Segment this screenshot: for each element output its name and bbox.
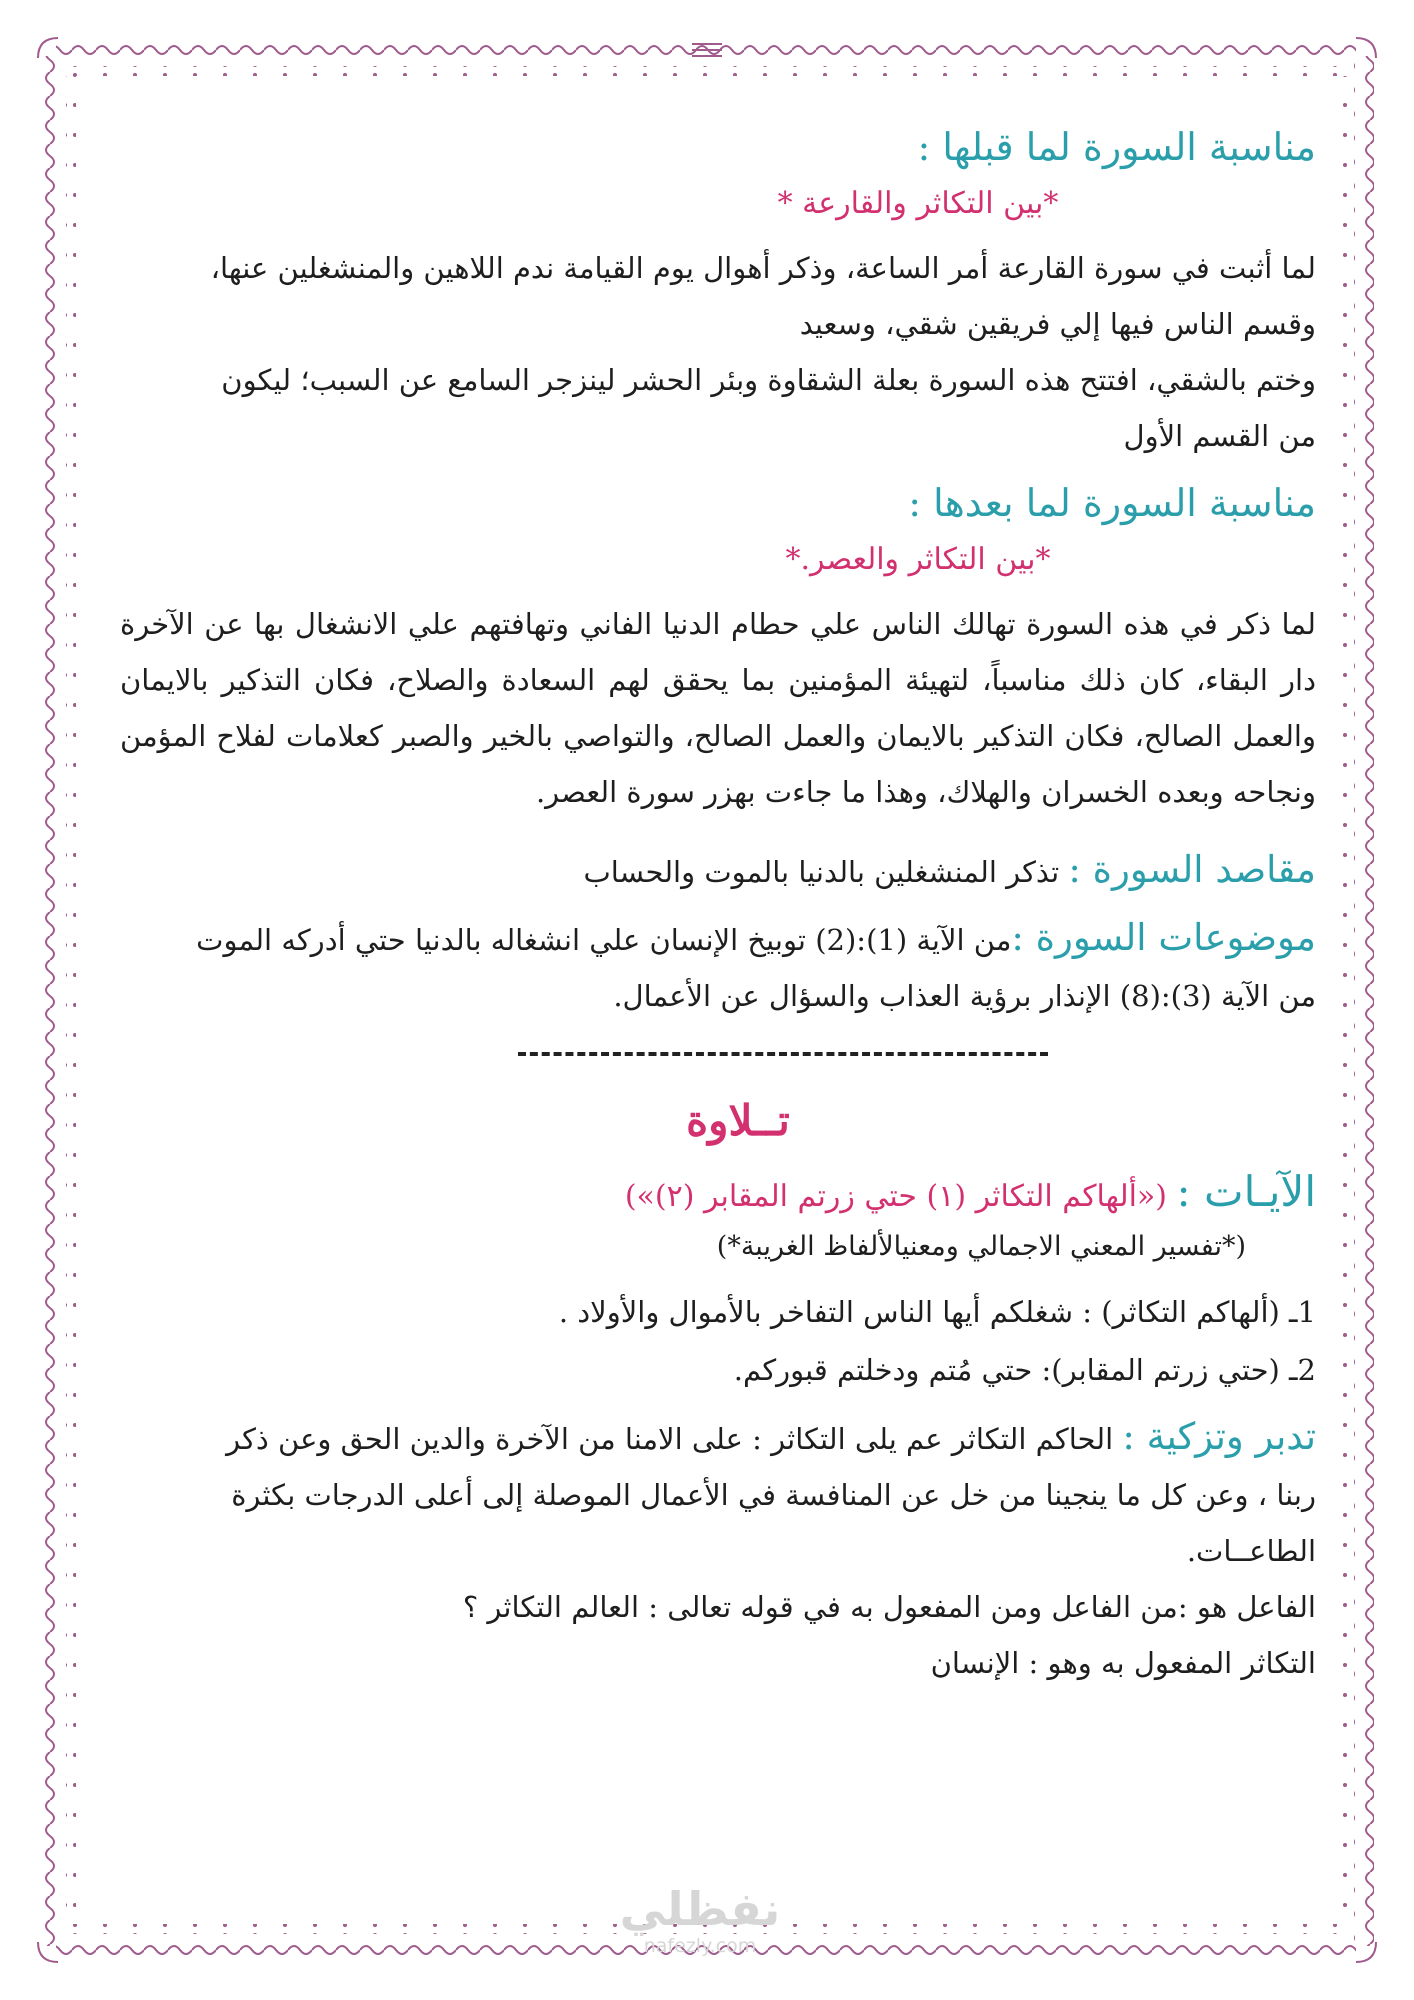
text-line: الفاعل هو :من الفاعل ومن المفعول به في قوله تعالى : العالم التكاثر ؟ <box>462 1590 1316 1624</box>
list-item: 1ـ (ألهاكم التكاثر) : شغلكم أيها الناس التفاخر بالأموال والأولاد . <box>558 1295 1316 1329</box>
subheading-after: *بين التكاثر والعصر.* <box>785 542 1051 577</box>
heading-after: مناسبة السورة لما بعدها : <box>908 481 1316 525</box>
section-divider <box>518 1052 1048 1056</box>
watermark-latin: nafezly.com <box>643 1935 757 1957</box>
ayat-label: الآيـات : <box>1176 1167 1316 1216</box>
tilawa-title: تــلاوة <box>686 1096 790 1145</box>
text-line: التكاثر المفعول به وهو : الإنسان <box>930 1646 1316 1680</box>
mawdooat-row <box>120 910 1316 968</box>
text-line: من القسم الأول <box>1123 419 1316 453</box>
list-item: 2ـ (حتي زرتم المقابر): حتي مُتم ودخلتم قبوركم. <box>733 1353 1316 1387</box>
tadabbur-row <box>120 1409 1316 1467</box>
subheading-before: *بين التكاثر والقارعة * <box>777 186 1059 221</box>
text-line: الطاعــات. <box>1186 1534 1316 1568</box>
site-watermark <box>600 1884 800 1958</box>
text-line: لما أثبت في سورة القارعة أمر الساعة، وذكر أهوال يوم القيامة ندم اللاهين والمنشغلين عنها، <box>210 251 1316 285</box>
watermark-arabic: نفظلي <box>619 1882 781 1936</box>
tadabbur-label: تدبر وتزكية : <box>1122 1415 1316 1458</box>
maqasid-row <box>120 842 1316 900</box>
mawdooat-text-1: من الآية (1):(2) توبيخ الإنسان علي انشغاله بالدنيا حتي أدركه الموت <box>196 923 1012 957</box>
text-line: وختم بالشقي، افتتح هذه السورة بعلة الشقاوة وبئر الحشر لينزجر السامع عن السبب؛ ليكون <box>221 363 1316 397</box>
tafsir-note: (*تفسير المعني الاجمالي ومعنيالألفاظ الغريبة*) <box>716 1231 1246 1262</box>
text-line: وقسم الناس فيها إلي فريقين شقي، وسعيد <box>799 307 1316 341</box>
mawdooat-label: موضوعات السورة : <box>1011 916 1316 959</box>
paragraph-after: لما ذكر في هذه السورة تهالك الناس علي حطام الدنيا الفاني وتهافتهم علي الانشغال بها عن الآخرة دار البقاء، كان ذلك مناسباً، لتهيئة المؤمنين بما يحقق لهم السعادة والصلاح، فكان التذكير بالايمان والعمل الصالح، فكان التذكير بالايمان والعمل الصالح، والتواصي بالخير والصبر كعلامات لفلاح المؤمن ونجاحه وبعده الخسران والهلاك، وهذا ما جاءت بهزر سورة العصر. <box>120 607 1316 809</box>
text-line: ربنا ، وعن كل ما ينجينا من خل عن المنافسة في الأعمال الموصلة إلى أعلى الدرجات بكثرة <box>231 1478 1316 1512</box>
tadabbur-text-1: الحاكم التكاثر عم يلى التكاثر : على الامنا من الآخرة والدين الحق وعن ذكر <box>226 1422 1114 1456</box>
ayat-text: («ألهاكم التكاثر (١) حتي زرتم المقابر (٢)») <box>624 1179 1167 1214</box>
ayat-row <box>120 1164 1316 1225</box>
mawdooat-text-2: من الآية (3):(8) الإنذار برؤية العذاب والسؤال عن الأعمال. <box>613 979 1316 1013</box>
heading-before: مناسبة السورة لما قبلها : <box>917 125 1316 169</box>
maqasid-text: تذكر المنشغلين بالدنيا بالموت والحساب <box>583 855 1060 889</box>
page-content <box>120 118 1316 1691</box>
maqasid-label: مقاصد السورة : <box>1068 848 1316 891</box>
